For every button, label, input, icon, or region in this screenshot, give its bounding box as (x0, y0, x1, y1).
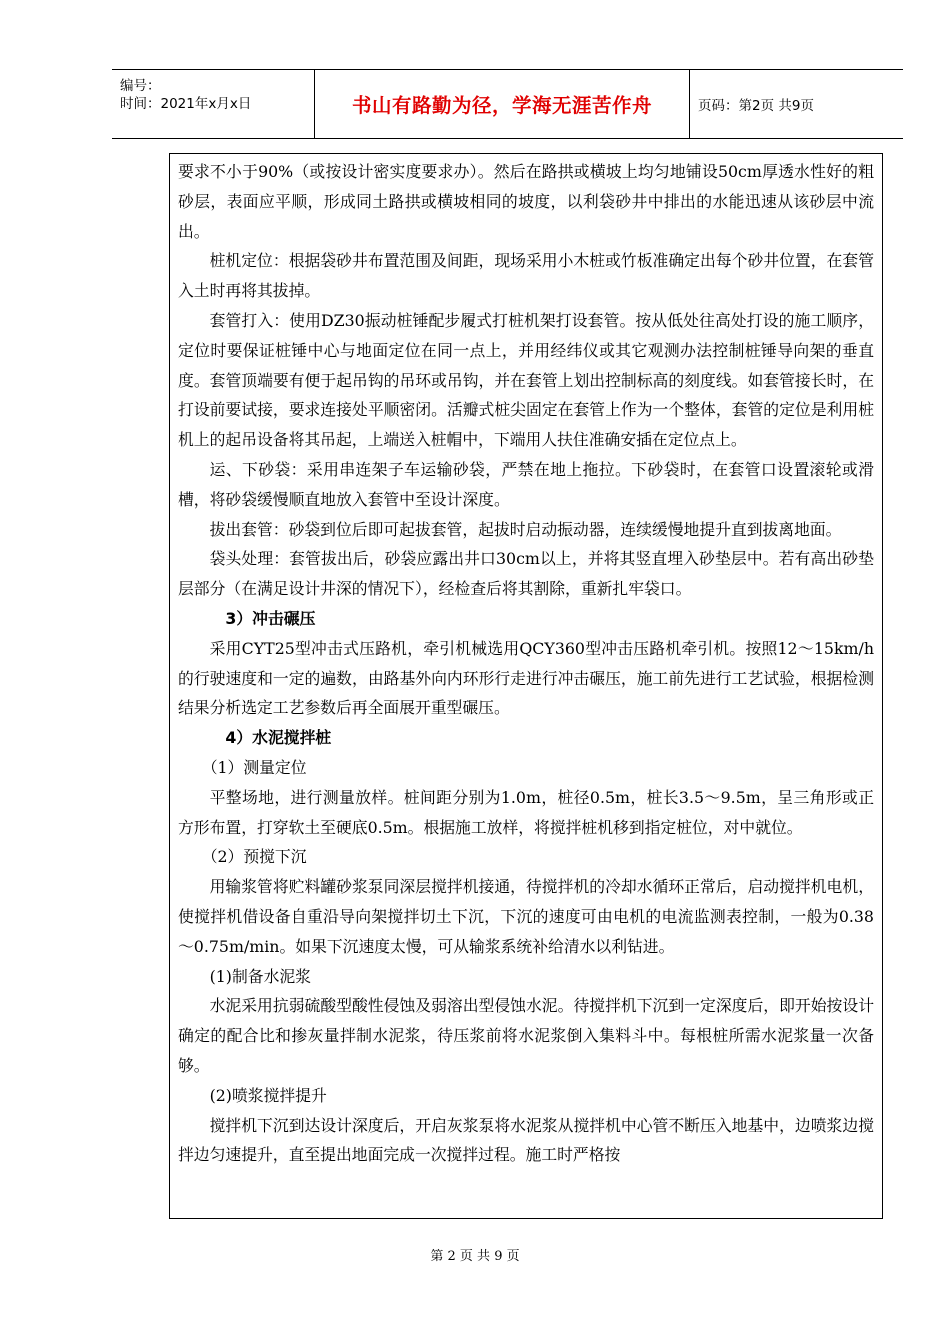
paragraph: 袋头处理：套管拔出后，砂袋应露出井口30cm以上，并将其竖直埋入砂垫层中。若有高出砂垫层部分（在满足设计井深的情况下），经检查后将其割除，重新扎牢袋口。 (178, 549, 874, 599)
paragraph: (2)喷浆搅拌提升 (209, 1085, 327, 1105)
content-box (169, 153, 883, 1219)
section-heading: 3）冲击碾压 (225, 608, 316, 628)
motto-text: 书山有路勤为径，学海无涯苦作舟 (351, 94, 652, 117)
paragraph: 用输浆管将贮料罐砂浆泵同深层搅拌机接通，待搅拌机的冷却水循环正常后，启动搅拌机电机，使搅拌机借设备自重沿导向架搅拌切土下沉，下沉的速度可由电机的电流监测表控制，一般为0.38～0.75m/min。如果下沉速度太慢，可从输浆系统补给清水以利钻进。 (178, 877, 874, 956)
paragraph: (1)制备水泥浆 (209, 966, 311, 986)
paragraph: 套管打入：使用DZ30振动桩锤配步履式打桩机架打设套管。按从低处往高处打设的施工顺序，定位时要保证桩锤中心与地面定位在同一点上，并用经纬仪或其它观测办法控制桩锤导向架的垂直度。套管顶端要有便于起吊钩的吊环或吊钩，并在套管上划出控制标高的刻度线。如套管接长时，在打设前要试接，要求连接处平顺密闭。活瓣式桩尖固定在套管上作为一个整体，套管的定位是利用桩机上的起吊设备将其吊起，上端送入桩帽中，下端用人扶住准确安插在定位点上。 (178, 310, 874, 450)
paragraph: 桩机定位：根据袋砂井布置范围及间距，现场采用小木桩或竹板准确定出每个砂井位置，在套管入土时再将其拔掉。 (178, 251, 874, 301)
paragraph: （1）测量定位 (201, 757, 307, 777)
page-header (112, 69, 903, 139)
paragraph: 采用CYT25型冲击式压路机，牵引机械选用QCY360型冲击压路机牵引机。按照12～15km/h的行驶速度和一定的遍数，由路基外向内环形行走进行冲击碾压，施工前先进行工艺试验，根据检测结果分析选定工艺参数后再全面展开重型碾压。 (178, 638, 874, 718)
header-page-label: 页码：第2页 共9页 (698, 98, 814, 114)
paragraph: （2）预搅下沉 (201, 847, 307, 867)
paragraph: 搅拌机下沉到达设计深度后，开启灰浆泵将水泥浆从搅拌机中心管不断压入地基中，边喷浆边搅拌边匀速提升，直至提出地面完成一次搅拌过程。施工时严格按 (178, 1115, 874, 1165)
document-time-label: 时间：2021年x月x日 (120, 96, 252, 112)
paragraph: 拔出套管：砂袋到位后即可起拔套管，起拔时启动振动器，连续缓慢地提升直到拔离地面。 (209, 519, 842, 539)
paragraph-list (178, 157, 874, 1170)
paragraph: 水泥采用抗弱硫酸型酸性侵蚀及弱溶出型侵蚀水泥。待搅拌机下沉到一定深度后，即开始按设计确定的配合比和掺灰量拌制水泥浆，待压浆前将水泥浆倒入集料斗中。每根桩所需水泥浆量一次备够。 (178, 996, 874, 1075)
page-footer: 第 2 页 共 9 页 (430, 1249, 520, 1264)
document-number-label: 编号： (120, 78, 161, 94)
header-page-cell (688, 70, 903, 138)
paragraph: 运、下砂袋：采用串连架子车运输砂袋，严禁在地上拖拉。下砂袋时，在套管口设置滚轮或滑槽，将砂袋缓慢顺直地放入套管中至设计深度。 (178, 459, 874, 509)
paragraph: 要求不小于90%（或按设计密实度要求办）。然后在路拱或横坡上均匀地铺设50cm厚透水性好的粗砂层，表面应平顺，形成同土路拱或横坡相同的坡度，以利袋砂井中排出的水能迅速从该砂层中流出。 (178, 162, 874, 241)
header-info-cell (112, 70, 314, 138)
paragraph: 平整场地，进行测量放样。桩间距分别为1.0m，桩径0.5m，桩长3.5～9.5m，呈三角形或正方形布置，打穿软土至硬底0.5m。根据施工放样，将搅拌桩机移到指定桩位，对中就位。 (178, 787, 874, 837)
section-heading: 4）水泥搅拌桩 (225, 728, 332, 748)
header-motto-cell (314, 70, 690, 138)
